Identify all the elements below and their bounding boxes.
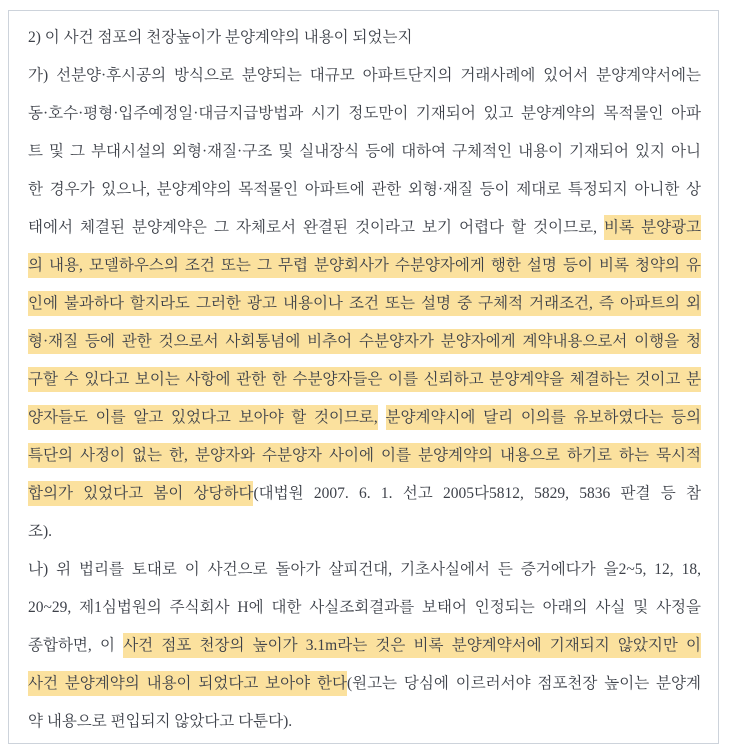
text-segment: 가) 선분양·후시공의 방식으로 분양되는 대규모 아파트단지의 거래사례에 있어서 분양계약서에는 [28,67,701,84]
text-line-2 [28,57,701,95]
text-segment: 조). [28,523,53,540]
text-line-14 [28,513,701,551]
text-line-10 [28,361,701,399]
text-segment: 20~29, 제1심법원의 주식회사 H에 대한 사실조회결과를 보태어 인정되는 아래의 사실 및 사정을 [28,599,701,616]
text-segment: 한 경우가 있으나, 분양계약의 목적물인 아파트에 관한 외형·재질 등이 제대로 특정되지 아니한 상 [28,181,701,198]
text-line-15 [28,551,701,589]
text-line-19 [28,703,701,741]
text-segment: 약 내용으로 편입되지 않았다고 다툰다). [28,713,293,730]
text-segment [378,409,386,426]
text-segment: 나) 위 법리를 토대로 이 사건으로 돌아가 살피건대, 기초사실에서 든 증거에다가 을2~5, 12, 18, [28,561,701,578]
document-page [8,10,719,744]
text-segment: 종합하면, 이 [28,637,124,654]
highlighted-text: 비록 분양광고 [604,215,701,240]
text-line-3 [28,95,701,133]
text-line-7 [28,247,701,285]
highlighted-text: 형·재질 등에 관한 것으로서 사회통념에 비추어 수분양자가 분양자에게 계약내용으로서 이행을 청 [28,329,701,354]
document-text [28,19,701,741]
text-line-4 [28,133,701,171]
text-line-17 [28,627,701,665]
highlighted-text: 사건 분양계약의 내용이 되었다고 보아야 한다 [28,671,347,696]
text-line-5 [28,171,701,209]
text-segment: 태에서 체결된 분양계약은 그 자체로서 완결된 것이라고 보기 어렵다 할 것이므로, [28,219,605,236]
highlighted-text: 의 내용, 모델하우스의 조건 또는 그 무렵 분양회사가 수분양자에게 행한 설명 등이 비록 청약의 유 [28,253,701,278]
text-segment: 2) 이 사건 점포의 천장높이가 분양계약의 내용이 되었는지 [28,29,413,46]
text-line-16 [28,589,701,627]
text-segment: (대법원 2007. 6. 1. 선고 2005다5812, 5829, 5836 판결 등 참 [253,485,701,502]
text-line-1 [28,19,701,57]
text-line-12 [28,437,701,475]
text-line-6 [28,209,701,247]
text-segment: (원고는 당심에 이르러서야 점포천장 높이는 분양계 [346,675,701,692]
highlighted-text: 인에 불과하다 할지라도 그러한 광고 내용이나 조건 또는 설명 중 구체적 거래조건, 즉 아파트의 외 [28,291,701,316]
text-line-13 [28,475,701,513]
highlighted-text: 구할 수 있다고 보이는 사항에 관한 한 수분양자들은 이를 신뢰하고 분양계약을 체결하는 것이고 분 [28,367,701,392]
highlighted-text: 사건 점포 천장의 높이가 3.1m라는 것은 비록 분양계약서에 기재되지 않았지만 이 [123,633,701,658]
highlighted-text: 양자들도 이를 알고 있었다고 보아야 할 것이므로, [28,405,378,430]
text-segment: 동·호수·평형·입주예정일·대금지급방법과 시기 정도만이 기재되어 있고 분양계약의 목적물인 아파 [28,105,701,122]
highlighted-text: 분양계약시에 달리 이의를 유보하였다는 등의 [386,405,701,430]
highlighted-text: 합의가 있었다고 봄이 상당하다 [28,481,253,506]
text-segment: 트 및 그 부대시설의 외형·재질·구조 및 실내장식 등에 대하여 구체적인 내용이 기재되어 있지 아니 [28,143,701,160]
text-line-9 [28,323,701,361]
highlighted-text: 특단의 사정이 없는 한, 분양자와 수분양자 사이에 이를 분양계약의 내용으로 하기로 하는 묵시적 [28,443,701,468]
text-line-18 [28,665,701,703]
text-line-11 [28,399,701,437]
text-line-8 [28,285,701,323]
